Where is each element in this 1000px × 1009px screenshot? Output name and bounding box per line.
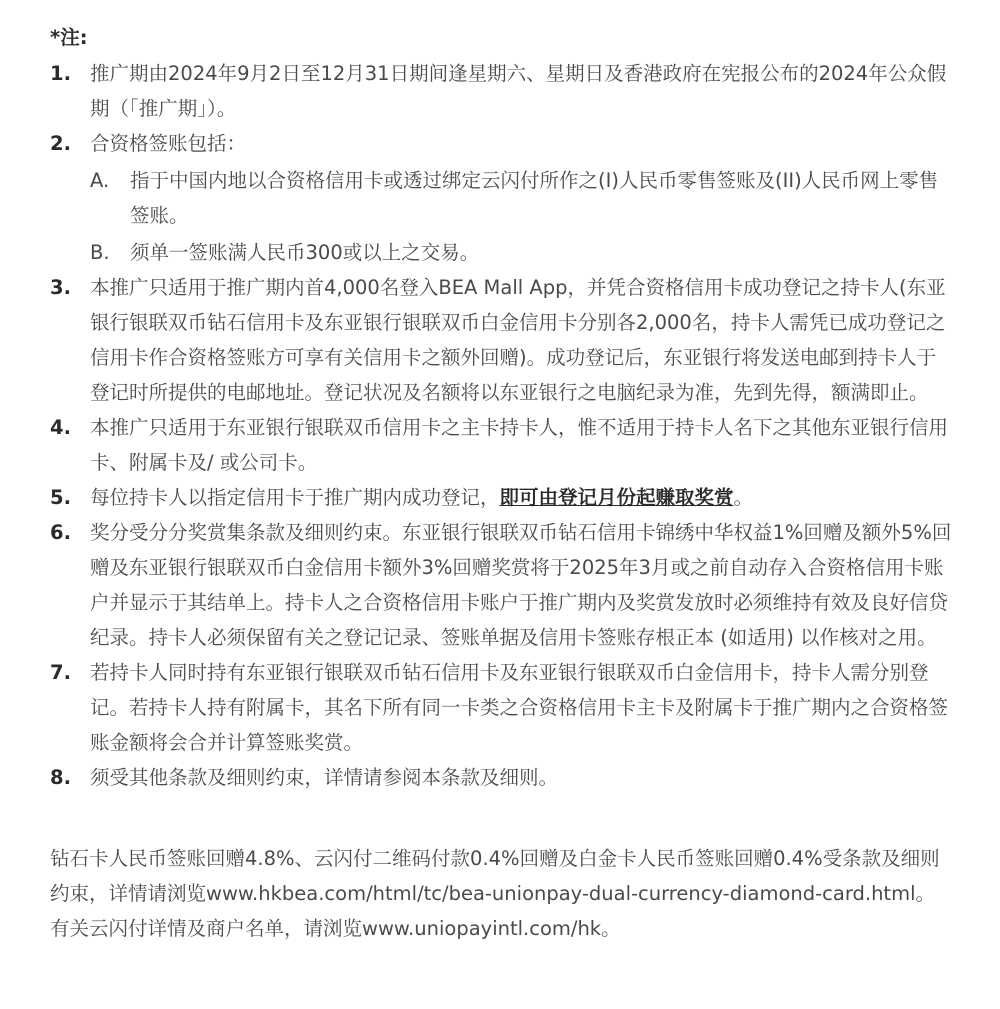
term-text-after: 。	[733, 486, 754, 509]
term-text: 本推广只适用于推广期内首4,000名登入BEA Mall App，并凭合资格信用卡成功登记之持卡人(东亚银行银联双币钻石信用卡及东亚银行银联双币白金信用卡分别各2,000名，持卡人需凭已成功登记之信用卡作合资格签账方可享有关信用卡之额外回赠)。成功登记后，东亚银行将发送电邮到持卡人于登记时所提供的电邮地址。登记状况及名额将以东亚银行之电脑纪录为准，先到先得，额满即止。	[90, 276, 946, 404]
term-text: 须受其他条款及细则约束，详情请参阅本条款及细则。	[90, 766, 559, 789]
term-number: 3.	[50, 276, 71, 299]
term-number: 5.	[50, 486, 71, 509]
sub-item-b	[90, 235, 952, 270]
term-item-6	[50, 515, 952, 655]
term-text-before: 每位持卡人以指定信用卡于推广期内成功登记，	[90, 486, 500, 509]
note-title: *注:	[50, 26, 88, 49]
term-number: 4.	[50, 416, 71, 439]
term-number: 1.	[50, 62, 71, 85]
sub-item-letter: B.	[90, 241, 110, 264]
term-text: 本推广只适用于东亚银行银联双币信用卡之主卡持卡人，惟不适用于持卡人名下之其他东亚银行信用卡、附属卡及/ 或公司卡。	[90, 416, 949, 474]
term-item-4	[50, 410, 952, 480]
term-number: 7.	[50, 661, 71, 684]
reward-highlight: 即可由登记月份起赚取奖赏	[499, 486, 734, 509]
sub-item-letter: A.	[90, 169, 110, 192]
term-text	[90, 480, 952, 515]
term-text: 合资格签账包括：	[90, 132, 247, 155]
term-item-7	[50, 655, 952, 760]
term-item-2	[50, 126, 952, 270]
term-item-8	[50, 760, 952, 795]
sub-item-a	[90, 163, 952, 233]
footer-rebate-note: 钻石卡人民币签账回赠4.8%、云闪付二维码付款0.4%回赠及白金卡人民币签账回赠0.4%受条款及细则约束，详情请浏览www.hkbea.com/html/tc/bea-unionpay-dual-currency-diamond-card.html。	[50, 847, 940, 905]
term-number: 2.	[50, 132, 71, 155]
term-text: 奖分受分分奖赏集条款及细则约束。东亚银行银联双币钻石信用卡锦绣中华权益1%回赠及额外5%回赠及东亚银行银联双币白金信用卡额外3%回赠奖赏将于2025年3月或之前自动存入合资格信用卡账户并显示于其结单上。持卡人之合资格信用卡账户于推广期内及奖赏发放时必须维持有效及良好信贷纪录。持卡人必须保留有关之登记记录、签账单据及信用卡签账存根正本 (如适用) 以作核对之用。	[90, 521, 952, 649]
term-item-3	[50, 270, 952, 410]
term-number: 8.	[50, 766, 71, 789]
term-item-1	[50, 56, 952, 126]
footer-unionpay-note: 有关云闪付详情及商户名单，请浏览www.uniopayintl.com/hk。	[50, 917, 621, 940]
footer-notes	[50, 841, 952, 946]
sub-item-text: 须单一签账满人民币300或以上之交易。	[130, 241, 480, 264]
term-text: 推广期由2024年9月2日至12月31日期间逢星期六、星期日及香港政府在宪报公布的2024年公众假期（「推广期」）。	[90, 62, 947, 120]
sub-item-text: 指于中国内地以合资格信用卡或透过绑定云闪付所作之(I)人民币零售签账及(II)人民币网上零售签账。	[130, 169, 939, 227]
terms-list	[50, 56, 952, 795]
term-number: 6.	[50, 521, 71, 544]
term-item-5	[50, 480, 952, 515]
term-text: 若持卡人同时持有东亚银行银联双币钻石信用卡及东亚银行银联双币白金信用卡，持卡人需分别登记。若持卡人持有附属卡，其名下所有同一卡类之合资格信用卡主卡及附属卡于推广期内之合资格签账金额将会合并计算签账奖赏。	[90, 661, 949, 754]
